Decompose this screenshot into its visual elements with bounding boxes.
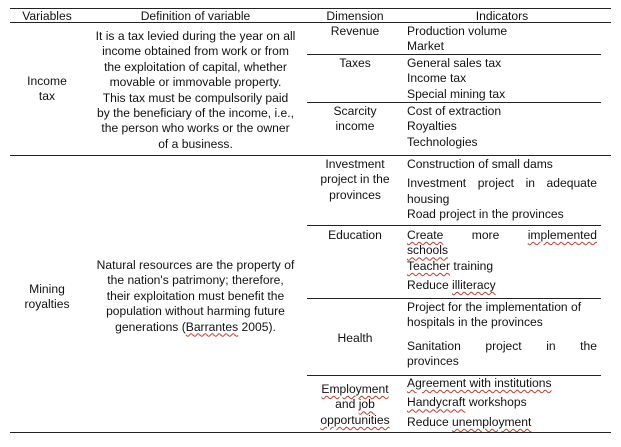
indicator: housing bbox=[407, 191, 450, 206]
dimension-line bbox=[307, 397, 403, 412]
indicator: schools bbox=[407, 243, 449, 258]
indicator: Cost of extraction bbox=[407, 104, 502, 118]
definition-line: It is a tax levied during the year on all bbox=[95, 29, 296, 43]
definition-line: the nation's patrimony; therefore, bbox=[107, 273, 284, 288]
divider-education-health bbox=[307, 298, 601, 299]
dimension-line: project in the bbox=[320, 172, 390, 187]
definition-line: population without harming future bbox=[106, 304, 285, 319]
definition-line: movable or immovable property. bbox=[109, 75, 282, 90]
indicator: provinces bbox=[407, 354, 459, 369]
indicator: Special mining tax bbox=[407, 86, 506, 101]
indicator: Income tax bbox=[407, 71, 467, 86]
definition-line: of a business. bbox=[158, 136, 233, 151]
dimension-taxes: Taxes bbox=[339, 56, 371, 70]
word-implemented: implemented bbox=[527, 228, 597, 242]
word-teacher: Teacher bbox=[407, 258, 451, 273]
indicators-employment bbox=[407, 376, 601, 430]
indicator: Project for the implementation of bbox=[407, 300, 582, 314]
word-unemployment: unemployment bbox=[452, 414, 532, 429]
header-variables: Variables bbox=[22, 9, 72, 23]
definition-line: the person who works or the owner bbox=[101, 121, 290, 136]
dimension-scarcity-income bbox=[307, 104, 403, 135]
definition-line bbox=[84, 320, 307, 335]
indicators-investment-project bbox=[407, 157, 597, 223]
dimension-line: opportunities bbox=[320, 412, 390, 427]
definition-line: Natural resources are the property of bbox=[96, 258, 295, 272]
dimension-line: income bbox=[335, 119, 375, 134]
indicator bbox=[407, 228, 597, 243]
dimension-line: Investment bbox=[325, 157, 385, 171]
indicator: hospitals in the provinces bbox=[407, 315, 543, 330]
variable-income-tax bbox=[10, 74, 84, 105]
indicator: Road project in the provinces bbox=[407, 207, 564, 222]
indicators-revenue bbox=[407, 24, 601, 55]
indicators-scarcity-income bbox=[407, 104, 601, 150]
word-handycraft: Handycraft bbox=[407, 395, 466, 410]
indicator-text: workshops bbox=[465, 395, 527, 410]
variable-mining-royalties bbox=[10, 282, 84, 313]
variable-line: Income bbox=[27, 74, 67, 88]
dimension-investment-project bbox=[307, 157, 403, 203]
indicator bbox=[407, 259, 597, 274]
word-job: job bbox=[358, 397, 375, 412]
word-more: more bbox=[471, 228, 500, 242]
word-create: Create bbox=[407, 228, 444, 242]
indicator-text: training bbox=[450, 258, 494, 273]
definition-income-tax bbox=[84, 29, 307, 152]
indicators-health bbox=[407, 300, 597, 370]
indicator-text: Reduce bbox=[407, 414, 453, 429]
definition-text: 2005). bbox=[238, 319, 276, 334]
header-definition: Definition of variable bbox=[140, 9, 251, 23]
indicator: Construction of small dams bbox=[407, 157, 553, 171]
definition-line: This tax must be compulsorily paid bbox=[102, 90, 289, 105]
indicator bbox=[407, 176, 597, 191]
dimension-employment bbox=[307, 382, 403, 428]
variable-line: tax bbox=[38, 89, 56, 104]
indicator: Production volume bbox=[407, 24, 508, 38]
divider-income-mining bbox=[10, 155, 611, 156]
variable-line: royalties bbox=[24, 297, 70, 312]
definition-line: their exploitation must benefit the bbox=[106, 288, 285, 303]
dimension-line: Scarcity bbox=[333, 104, 377, 118]
definition-line: by the beneficiary of the income, i.e., bbox=[97, 106, 294, 121]
definition-text: generations ( bbox=[115, 319, 186, 334]
indicator-text: Sanitation project in the bbox=[407, 338, 597, 353]
dimension-education: Education bbox=[328, 228, 382, 242]
definition-line: income obtained from work or from bbox=[102, 44, 289, 59]
indicator bbox=[407, 415, 601, 430]
indicator bbox=[407, 339, 597, 354]
indicator: Agreement with institutions bbox=[407, 376, 552, 390]
citation-author: Barrantes bbox=[185, 319, 239, 334]
dimension-line: Employment bbox=[321, 382, 389, 396]
dimension-line: provinces bbox=[329, 187, 381, 202]
variable-line: Mining bbox=[29, 282, 65, 296]
dimension-revenue: Revenue bbox=[330, 24, 380, 38]
header-dimension: Dimension bbox=[326, 9, 384, 23]
indicator: General sales tax bbox=[407, 56, 502, 70]
definition-line: the exploitation of capital, whether bbox=[104, 59, 287, 74]
header-indicators: Indicators bbox=[475, 9, 529, 23]
word-illiteracy: illiteracy bbox=[452, 278, 496, 293]
indicators-taxes bbox=[407, 56, 601, 102]
indicator bbox=[407, 278, 597, 293]
table-bottom-rule bbox=[10, 432, 611, 433]
indicator: Technologies bbox=[407, 134, 478, 149]
word-and: and bbox=[335, 397, 359, 412]
definition-mining-royalties bbox=[84, 258, 307, 335]
indicator: Royalties bbox=[407, 119, 457, 134]
indicators-education bbox=[407, 228, 597, 294]
indicator bbox=[407, 395, 601, 410]
dimension-health: Health bbox=[337, 331, 373, 345]
indicator-text: Investment project in adequate bbox=[407, 176, 597, 191]
indicator-text: Reduce bbox=[407, 278, 453, 293]
indicator: Market bbox=[407, 39, 444, 54]
divider-investment-education bbox=[307, 225, 601, 226]
